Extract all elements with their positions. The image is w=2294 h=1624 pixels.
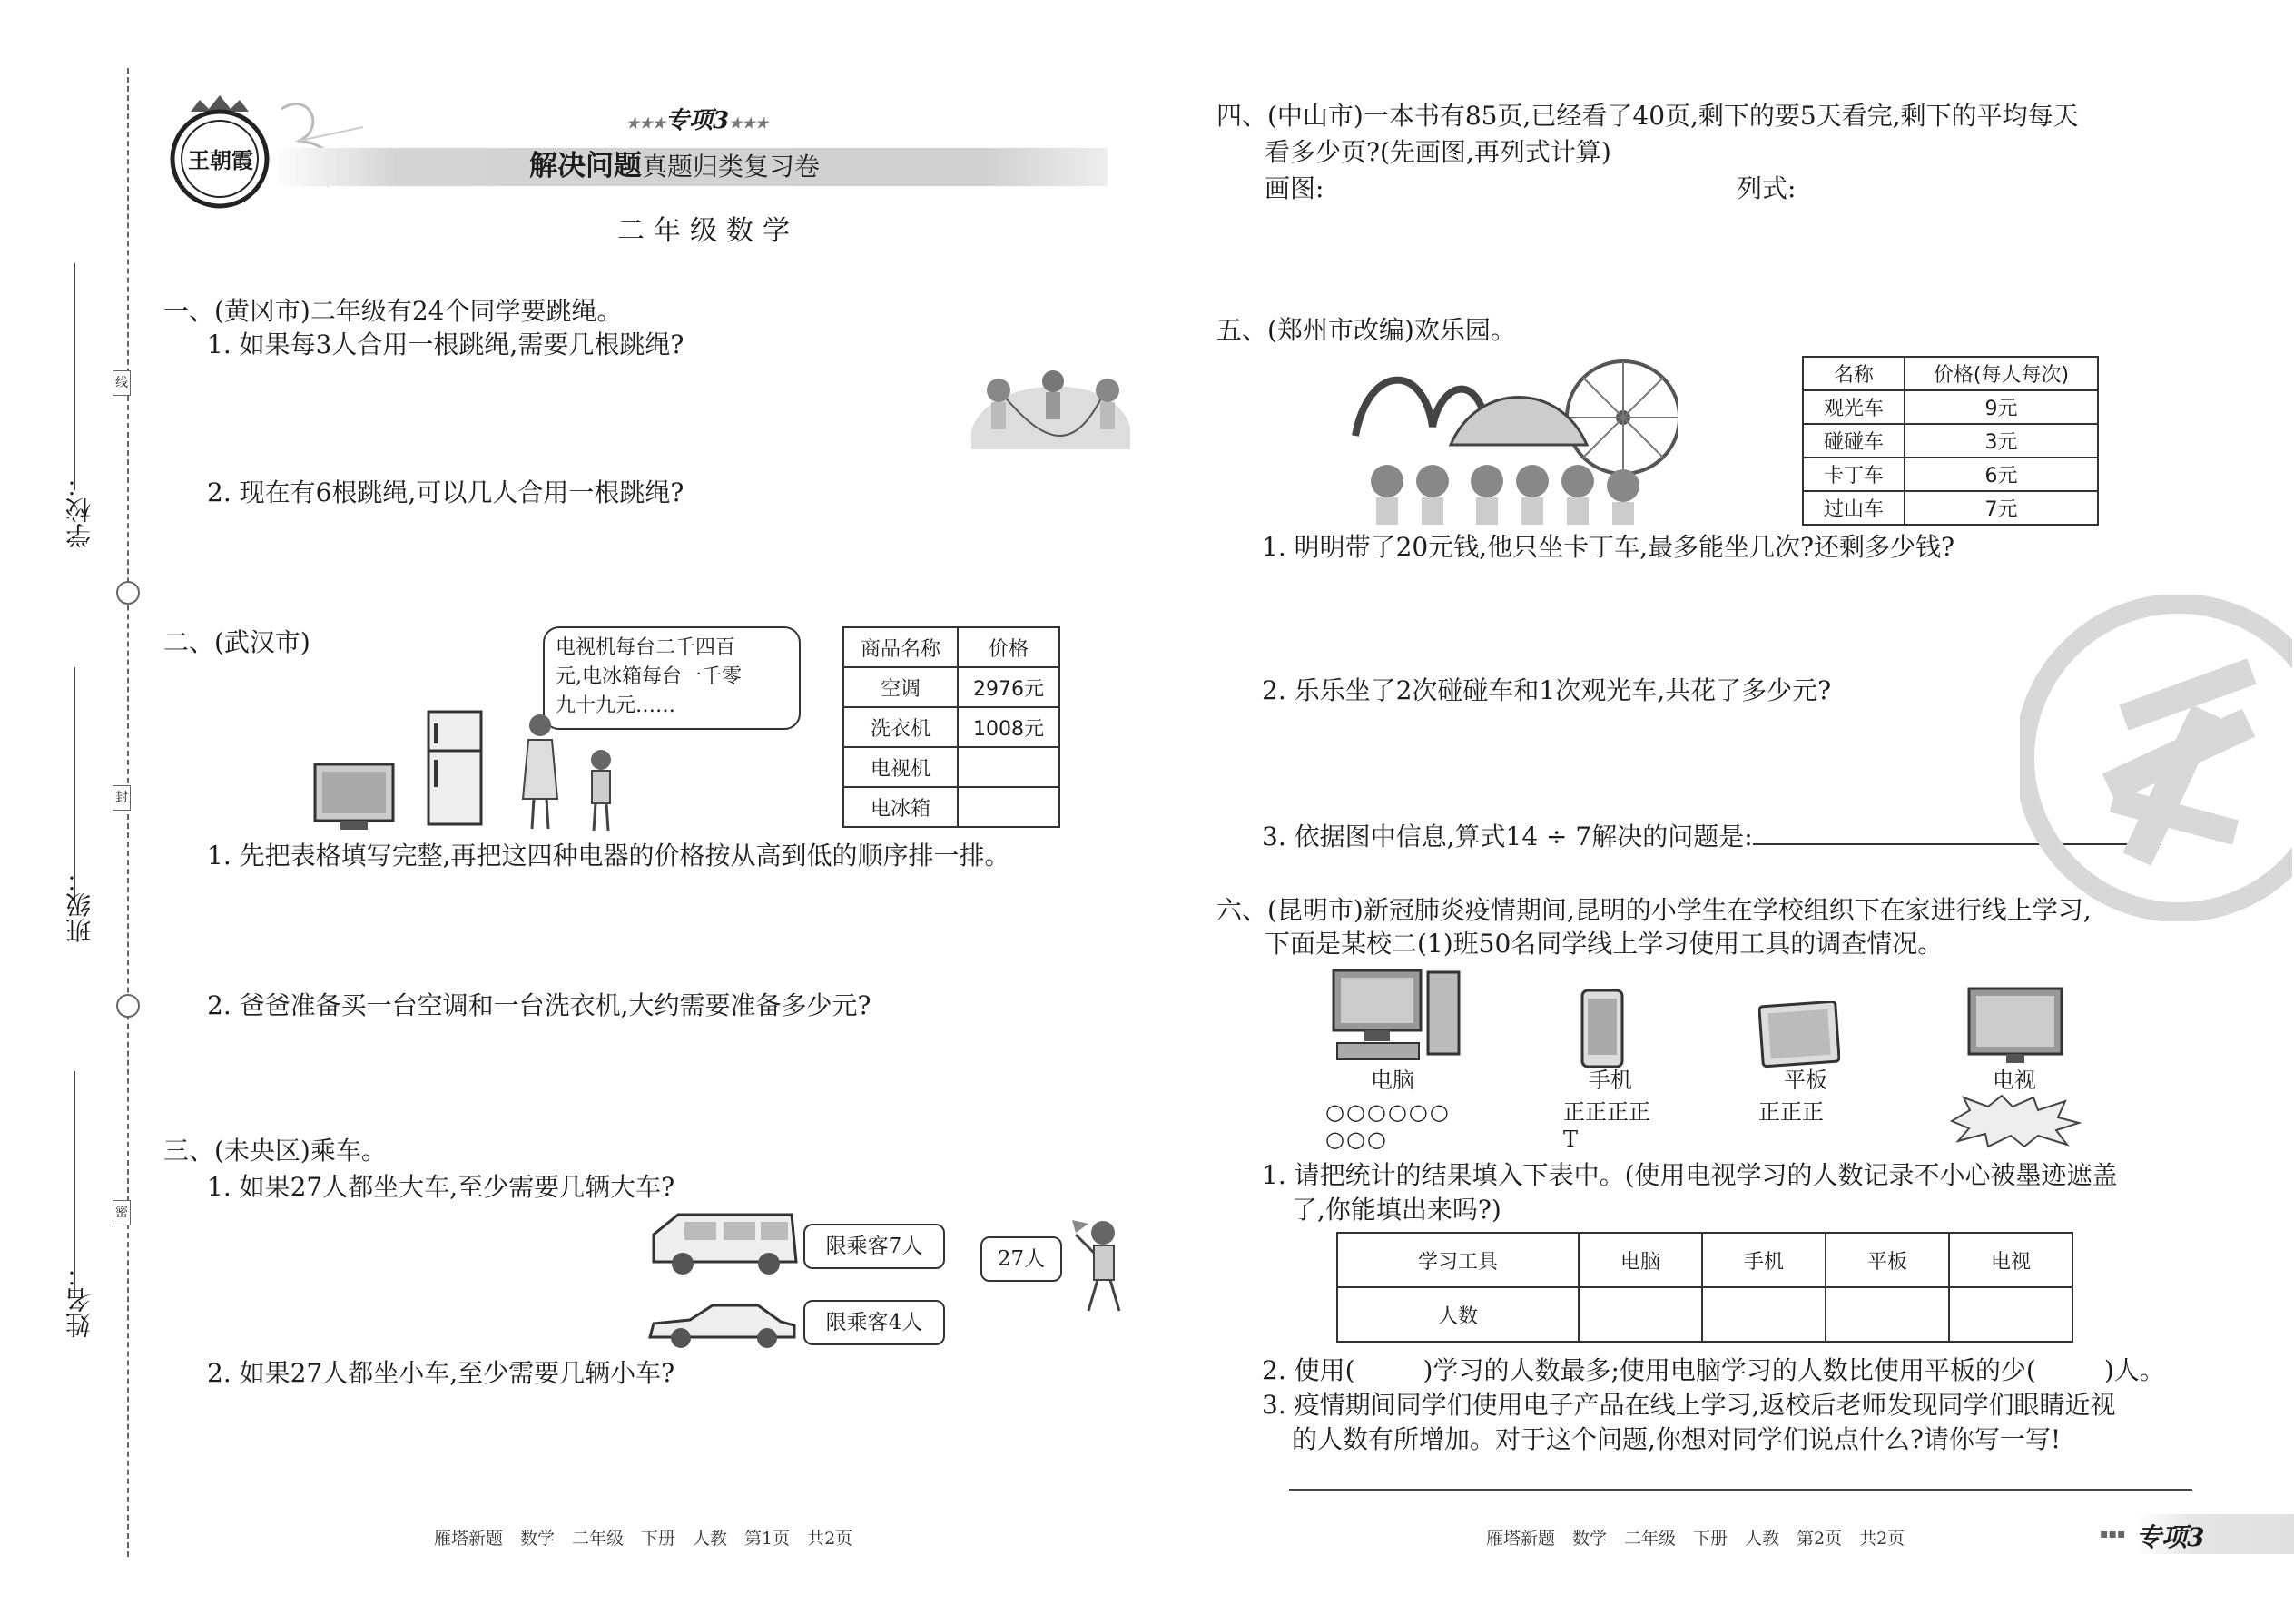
q6-part2: [1262, 1354, 2165, 1387]
q5-part1: 1. 明明带了20元钱,他只坐卡丁车,最多能坐几次?还剩多少钱?: [1262, 532, 1955, 562]
table-header-cell: 手机: [1702, 1233, 1826, 1287]
logo-text: 王朝霞: [188, 147, 253, 173]
title-bold: 解决问题: [529, 150, 642, 182]
table-header-cell: 平板: [1826, 1233, 1949, 1287]
tv-screen-illustration: [1965, 985, 2065, 1070]
table-header-cell: 商品名称: [843, 627, 958, 667]
q2-part1: 1. 先把表格填写完整,再把这四种电器的价格按从高到低的顺序排一排。: [207, 841, 1010, 871]
table-cell: 碰碰车: [1803, 424, 1905, 458]
answer-line[interactable]: [1289, 1489, 2192, 1491]
tally-computer-row1: ○○○○○○: [1325, 1099, 1451, 1125]
big-car-capacity-tag: 限乘客7人: [803, 1224, 945, 1269]
table-cell: 9元: [1905, 390, 2098, 424]
table-cell: 1008元: [958, 707, 1059, 747]
q6-part3-cont: 的人数有所增加。对于这个问题,你想对同学们说点什么?请你写一写!: [1292, 1424, 2062, 1454]
footer-right: 雁塔新题 数学 二年级 下册 人教 第2页 共2页: [1486, 1529, 1905, 1549]
ride-price-table: [1802, 356, 2099, 526]
amusement-park-illustration: [1351, 345, 1678, 530]
q4-formula-label: 列式:: [1737, 173, 1797, 203]
q4-draw-label: 画图:: [1265, 173, 1324, 203]
van-illustration: [646, 1207, 801, 1284]
table-cell: 卡丁车: [1803, 458, 1905, 491]
table-cell: 空调: [843, 667, 958, 707]
table-cell: 电冰箱: [843, 787, 958, 827]
binding-circle: [116, 581, 140, 605]
q6-part1: 1. 请把统计的结果填入下表中。(使用电视学习的人数记录不小心被墨迹遮盖: [1262, 1160, 2118, 1190]
q1-heading: 一、(黄冈市)二年级有24个同学要跳绳。: [163, 296, 623, 326]
ink-blot: [1947, 1094, 2083, 1152]
table-header-cell: 电脑: [1579, 1233, 1702, 1287]
q5-part2: 2. 乐乐坐了2次碰碰车和1次观光车,共花了多少元?: [1262, 675, 1832, 705]
answer-cell[interactable]: [1949, 1287, 2072, 1342]
table-cell: 7元: [1905, 491, 2098, 525]
class-label: 班级：: [64, 867, 94, 943]
tally-phone-row1: 正正正正: [1563, 1099, 1650, 1125]
answer-cell[interactable]: [958, 787, 1059, 827]
page-title: [529, 148, 820, 184]
tally-computer-row2: ○○○: [1325, 1127, 1388, 1152]
q5-heading: 五、(郑州市改编)欢乐园。: [1216, 315, 1516, 345]
learning-tool-table: [1336, 1232, 2073, 1343]
small-car-capacity-tag: 限乘客4人: [803, 1300, 945, 1345]
binding-mark-mi: 密: [113, 1200, 131, 1225]
binding-dashed-line: [127, 68, 129, 1557]
school-field-line: [74, 263, 75, 490]
table-header-cell: 价格: [958, 627, 1059, 667]
appliance-price-table: [842, 626, 1060, 828]
title-rest: 真题归类复习卷: [642, 152, 821, 182]
footer-special: 专项3: [2136, 1522, 2205, 1552]
tablet-illustration: [1758, 1001, 1840, 1073]
logo-seal: [168, 95, 272, 209]
q3-heading: 三、(未央区)乘车。: [163, 1136, 387, 1166]
phone-illustration: [1580, 988, 1625, 1073]
school-label: 学校：: [64, 472, 94, 548]
people-count-tag: 27人: [980, 1236, 1062, 1282]
device-label-phone: 手机: [1589, 1068, 1632, 1093]
table-cell: 过山车: [1803, 491, 1905, 525]
table-cell: 2976元: [958, 667, 1059, 707]
jump-rope-illustration: [967, 349, 1135, 458]
q4-heading: 四、(中山市)一本书有85页,已经看了40页,剩下的要5天看完,剩下的平均每天: [1216, 101, 2079, 131]
footer-left: 雁塔新题 数学 二年级 下册 人教 第1页 共2页: [434, 1529, 853, 1549]
table-header-cell: 价格(每人每次): [1905, 357, 2098, 390]
answer-cell[interactable]: [1702, 1287, 1826, 1342]
table-header-cell: 电视: [1949, 1233, 2072, 1287]
device-label-computer: 电脑: [1371, 1068, 1414, 1093]
q6-part2-a: 2. 使用(: [1262, 1355, 1355, 1385]
boy-with-flag-illustration: [1067, 1216, 1139, 1320]
table-cell: 人数: [1337, 1287, 1579, 1342]
q6-part1-cont: 了,你能填出来吗?): [1292, 1195, 1501, 1225]
q3-part2: 2. 如果27人都坐小车,至少需要几辆小车?: [207, 1358, 675, 1388]
special-label: ★★★专项3★★★: [626, 107, 769, 134]
binding-mark-feng: 封: [113, 785, 131, 811]
footer-tab-dots: ▪▪▪: [2100, 1527, 2126, 1541]
tally-tablet-row1: 正正正: [1758, 1099, 1824, 1125]
table-cell: 6元: [1905, 458, 2098, 491]
name-label: 姓名：: [64, 1262, 94, 1338]
answer-cell[interactable]: [958, 747, 1059, 787]
table-cell: 3元: [1905, 424, 2098, 458]
binding-circle: [116, 994, 140, 1018]
q6-part3: 3. 疫情期间同学们使用电子产品在线上学习,返校后老师发现同学们眼睛近视: [1262, 1390, 2116, 1420]
q3-part1: 1. 如果27人都坐大车,至少需要几辆大车?: [207, 1172, 675, 1202]
fridge-illustration: [427, 710, 483, 832]
q2-heading: 二、(武汉市): [163, 627, 310, 657]
special-text: 专项3: [665, 107, 730, 134]
car-illustration: [645, 1296, 799, 1354]
q5-part3-text: 3. 依据图中信息,算式14 ÷ 7解决的问题是:: [1262, 822, 1753, 851]
bubble-line: 元,电冰箱每台一千零: [556, 664, 742, 688]
answer-cell[interactable]: [1826, 1287, 1949, 1342]
page-subtitle: 二年级数学: [617, 215, 799, 247]
answer-cell[interactable]: [1579, 1287, 1702, 1342]
device-label-tablet: 平板: [1784, 1068, 1827, 1093]
q1-part2: 2. 现在有6根跳绳,可以几人合用一根跳绳?: [207, 477, 684, 507]
computer-illustration: [1328, 967, 1464, 1070]
secret-watermark: [2020, 595, 2292, 925]
tally-phone-row2: T: [1563, 1127, 1579, 1152]
binding-mark-xian: 线: [113, 370, 131, 396]
table-cell: 洗衣机: [843, 707, 958, 747]
device-label-tv: 电视: [1993, 1068, 2036, 1093]
q6-part2-b: )学习的人数最多;使用电脑学习的人数比使用平板的少(: [1423, 1355, 2036, 1385]
q2-part2: 2. 爸爸准备买一台空调和一台洗衣机,大约需要准备多少元?: [207, 990, 871, 1020]
q6-part2-c: )人。: [2103, 1355, 2165, 1385]
bubble-line: 九十九元……: [556, 694, 676, 717]
q6-heading: 六、(昆明市)新冠肺炎疫情期间,昆明的小学生在学校组织下在家进行线上学习,: [1216, 895, 2092, 925]
tv-illustration: [313, 763, 395, 837]
mother-and-child-illustration: [517, 713, 617, 839]
table-header-cell: 名称: [1803, 357, 1905, 390]
bubble-line: 电视机每台二千四百: [556, 636, 736, 659]
q1-part1: 1. 如果每3人合用一根跳绳,需要几根跳绳?: [207, 330, 684, 359]
table-cell: 电视机: [843, 747, 958, 787]
footer-tab: [2092, 1514, 2294, 1554]
q4-heading-cont: 看多少页?(先画图,再列式计算): [1265, 137, 1611, 167]
q6-heading-cont: 下面是某校二(1)班50名同学线上学习使用工具的调查情况。: [1265, 929, 1944, 959]
table-cell: 观光车: [1803, 390, 1905, 424]
table-header-cell: 学习工具: [1337, 1233, 1579, 1287]
